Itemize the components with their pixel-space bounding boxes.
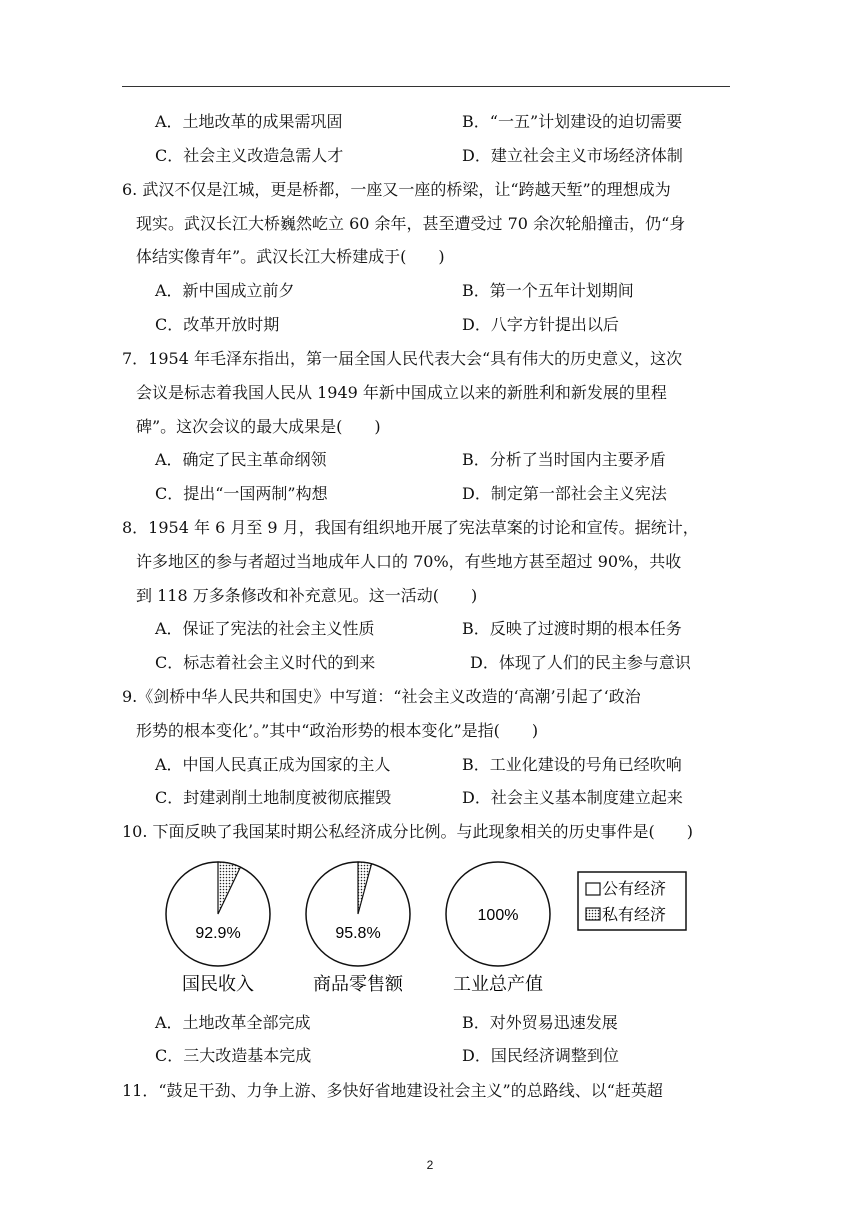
q9-option-a[interactable]: A．中国人民真正成为国家的主人	[155, 755, 391, 774]
page-number: 2	[426, 1158, 434, 1172]
q6-option-b[interactable]: B．第一个五年计划期间	[462, 281, 634, 300]
q6-option-d[interactable]: D．八字方针提出以后	[462, 315, 619, 334]
legend-label-public: 公有经济	[602, 881, 667, 898]
q8-stem-line-1: 8．1954 年 6 月至 9 月，我国有组织地开展了宪法草案的讨论和宣传。据统计，	[122, 518, 699, 537]
q7-option-b[interactable]: B．分析了当时国内主要矛盾	[462, 450, 666, 469]
q7-stem-line-3: 碑”。这次会议的最大成果是( )	[136, 417, 381, 436]
q10-option-d[interactable]: D．国民经济调整到位	[462, 1046, 619, 1065]
pie-value-label-2: 95.8%	[335, 925, 381, 942]
q8-option-b[interactable]: B．反映了过渡时期的根本任务	[462, 619, 682, 638]
q6-stem-line-3: 体结实像青年”。武汉长江大桥建成于( )	[136, 247, 445, 266]
q9-stem-line-2: 形势的根本变化’。”其中“政治形势的根本变化”是指( )	[136, 721, 539, 740]
q8-option-a[interactable]: A．保证了宪法的社会主义性质	[155, 619, 375, 638]
q6-option-a[interactable]: A．新中国成立前夕	[155, 281, 295, 300]
legend-label-private: 私有经济	[602, 907, 667, 924]
q10-option-b[interactable]: B．对外贸易迅速发展	[462, 1013, 618, 1032]
q6-stem-line-2: 现实。武汉长江大桥巍然屹立 60 余年，甚至遭受过 70 余次轮船撞击，仍“身	[136, 214, 686, 233]
pie-value-label-1: 92.9%	[195, 925, 241, 942]
pie-category-label-3: 工业总产值	[453, 974, 543, 994]
q5-option-a[interactable]: A．土地改革的成果需巩固	[155, 112, 343, 131]
q10-stem-line-1: 10. 下面反映了我国某时期公私经济成分比例。与此现象相关的历史事件是( )	[122, 822, 694, 841]
q6-option-c[interactable]: C．改革开放时期	[155, 315, 280, 334]
q10-option-c[interactable]: C．三大改造基本完成	[155, 1046, 312, 1065]
pie-category-label-1: 国民收入	[182, 974, 254, 994]
q8-option-c[interactable]: C．标志着社会主义时代的到来	[155, 653, 376, 672]
pie-value-label-3: 100%	[477, 907, 519, 924]
q5-option-b[interactable]: B．“一五”计划建设的迫切需要	[462, 112, 683, 131]
legend-swatch-public	[586, 883, 600, 895]
q7-stem-line-2: 会议是标志着我国人民从 1949 年新中国成立以来的新胜利和新发展的里程	[136, 383, 667, 402]
q6-stem-line-1: 6. 武汉不仅是江城，更是桥都，一座又一座的桥梁，让“跨越天堑”的理想成为	[122, 180, 671, 199]
pie-category-label-2: 商品零售额	[313, 974, 403, 994]
q9-stem-line-1: 9.《剑桥中华人民共和国史》中写道：“社会主义改造的‘高潮’引起了‘政治	[122, 687, 641, 706]
q9-option-d[interactable]: D．社会主义基本制度建立起来	[462, 788, 683, 807]
q10-option-a[interactable]: A．土地改革全部完成	[155, 1013, 311, 1032]
q9-option-c[interactable]: C．封建剥削土地制度被彻底摧毁	[155, 788, 392, 807]
legend-swatch-private	[586, 908, 600, 920]
pie-charts-figure	[150, 852, 710, 1002]
q5-option-d[interactable]: D．建立社会主义市场经济体制	[462, 146, 683, 165]
q11-stem-line-1: 11．“鼓足干劲、力争上游、多快好省地建设社会主义”的总路线、以“赶英超	[122, 1081, 663, 1100]
q8-stem-line-3: 到 118 万多条修改和补充意见。这一活动( )	[136, 586, 478, 605]
q8-option-d[interactable]: D．体现了人们的民主参与意识	[470, 653, 691, 672]
q7-option-c[interactable]: C．提出“一国两制”构想	[155, 484, 328, 503]
q7-stem-line-1: 7．1954 年毛泽东指出，第一届全国人民代表大会“具有伟大的历史意义，这次	[122, 349, 683, 368]
q8-stem-line-2: 许多地区的参与者超过当地成年人口的 70%，有些地方甚至超过 90%，共收	[136, 552, 682, 571]
q7-option-d[interactable]: D．制定第一部社会主义宪法	[462, 484, 667, 503]
q5-option-c[interactable]: C．社会主义改造急需人才	[155, 146, 344, 165]
chart-legend	[578, 872, 686, 930]
header-rule	[122, 86, 730, 87]
q7-option-a[interactable]: A．确定了民主革命纲领	[155, 450, 327, 469]
q9-option-b[interactable]: B．工业化建设的号角已经吹响	[462, 755, 682, 774]
